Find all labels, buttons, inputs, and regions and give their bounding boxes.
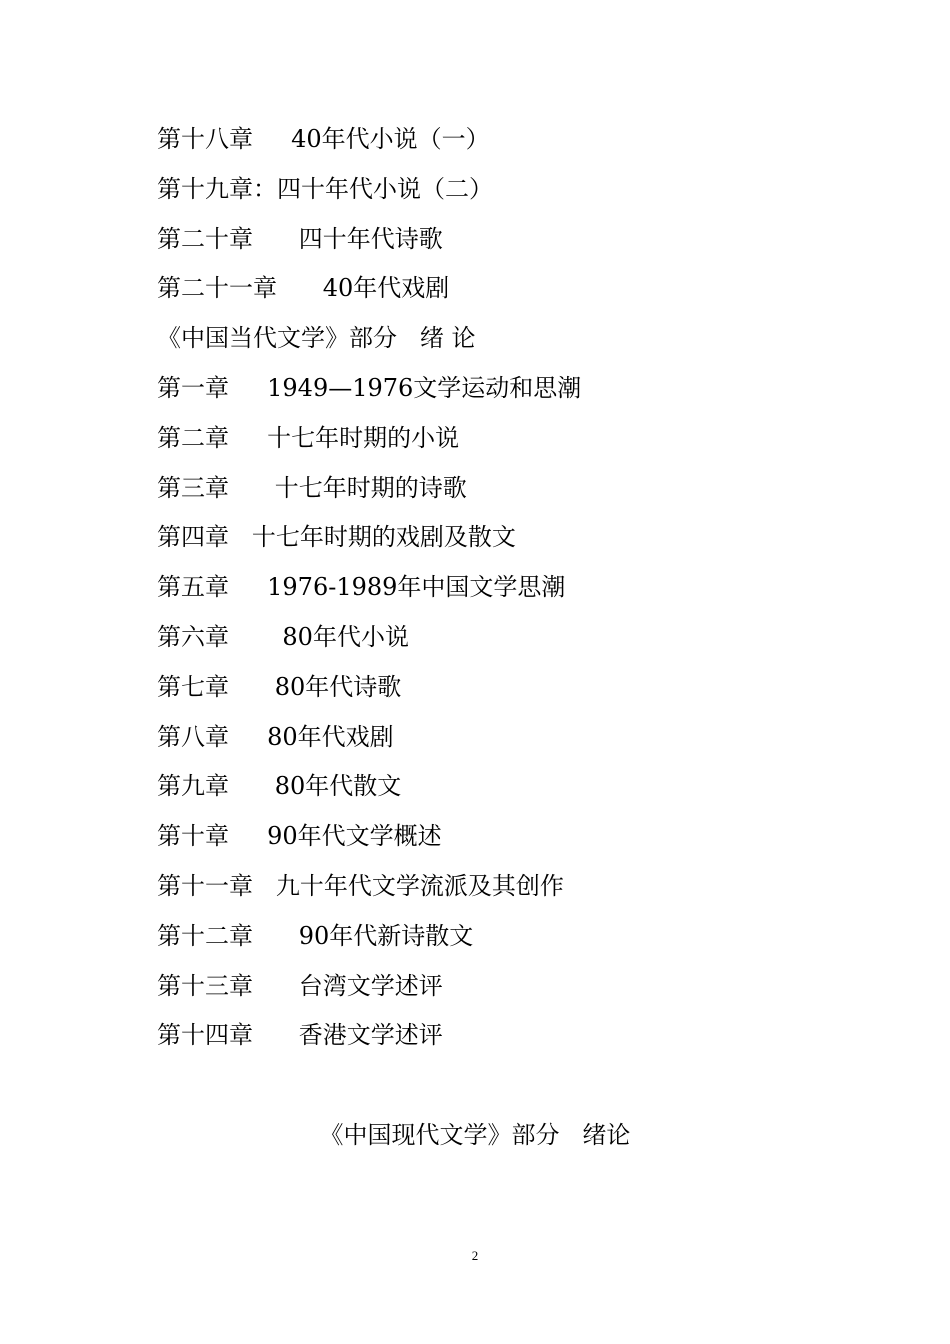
toc-entry-chapter-19: 第十九章：四十年代小说（二） (157, 174, 493, 203)
toc-entry-chapter-11: 第十一章 九十年代文学流派及其创作 (157, 871, 564, 900)
toc-entry-chapter-5: 第五章 1976-1989年中国文学思潮 (157, 573, 566, 602)
toc-entry-chapter-21: 第二十一章 40年代戏剧 (157, 274, 450, 303)
toc-entry-chapter-20: 第二十章 四十年代诗歌 (157, 224, 443, 253)
toc-entry-chapter-18: 第十八章 40年代小说（一） (157, 125, 490, 153)
toc-entry-chapter-1: 第一章 1949—1976文学运动和思潮 (157, 373, 582, 402)
section-heading: 《中国现代文学》部分 绪论 (319, 1121, 631, 1149)
toc-entry-chapter-14: 第十四章 香港文学述评 (157, 1021, 443, 1050)
table-of-contents (157, 115, 857, 1061)
toc-entry-chapter-9: 第九章 80年代散文 (157, 772, 402, 801)
toc-entry-chapter-2: 第二章 十七年时期的小说 (157, 423, 460, 452)
toc-entry-chapter-12: 第十二章 90年代新诗散文 (157, 921, 474, 950)
toc-entry-chapter-3: 第三章 十七年时期的诗歌 (157, 473, 467, 502)
page-number: 2 (471, 1248, 479, 1263)
toc-entry-chapter-7: 第七章 80年代诗歌 (157, 672, 402, 701)
toc-part-heading-contemporary: 《中国当代文学》部分 绪 论 (157, 324, 476, 353)
toc-entry-chapter-8: 第八章 80年代戏剧 (157, 722, 394, 751)
toc-entry-chapter-6: 第六章 80年代小说 (157, 622, 409, 651)
toc-entry-chapter-10: 第十章 90年代文学概述 (157, 822, 442, 851)
toc-entry-chapter-13: 第十三章 台湾文学述评 (157, 971, 443, 1000)
toc-entry-chapter-4: 第四章 十七年时期的戏剧及散文 (157, 523, 516, 552)
